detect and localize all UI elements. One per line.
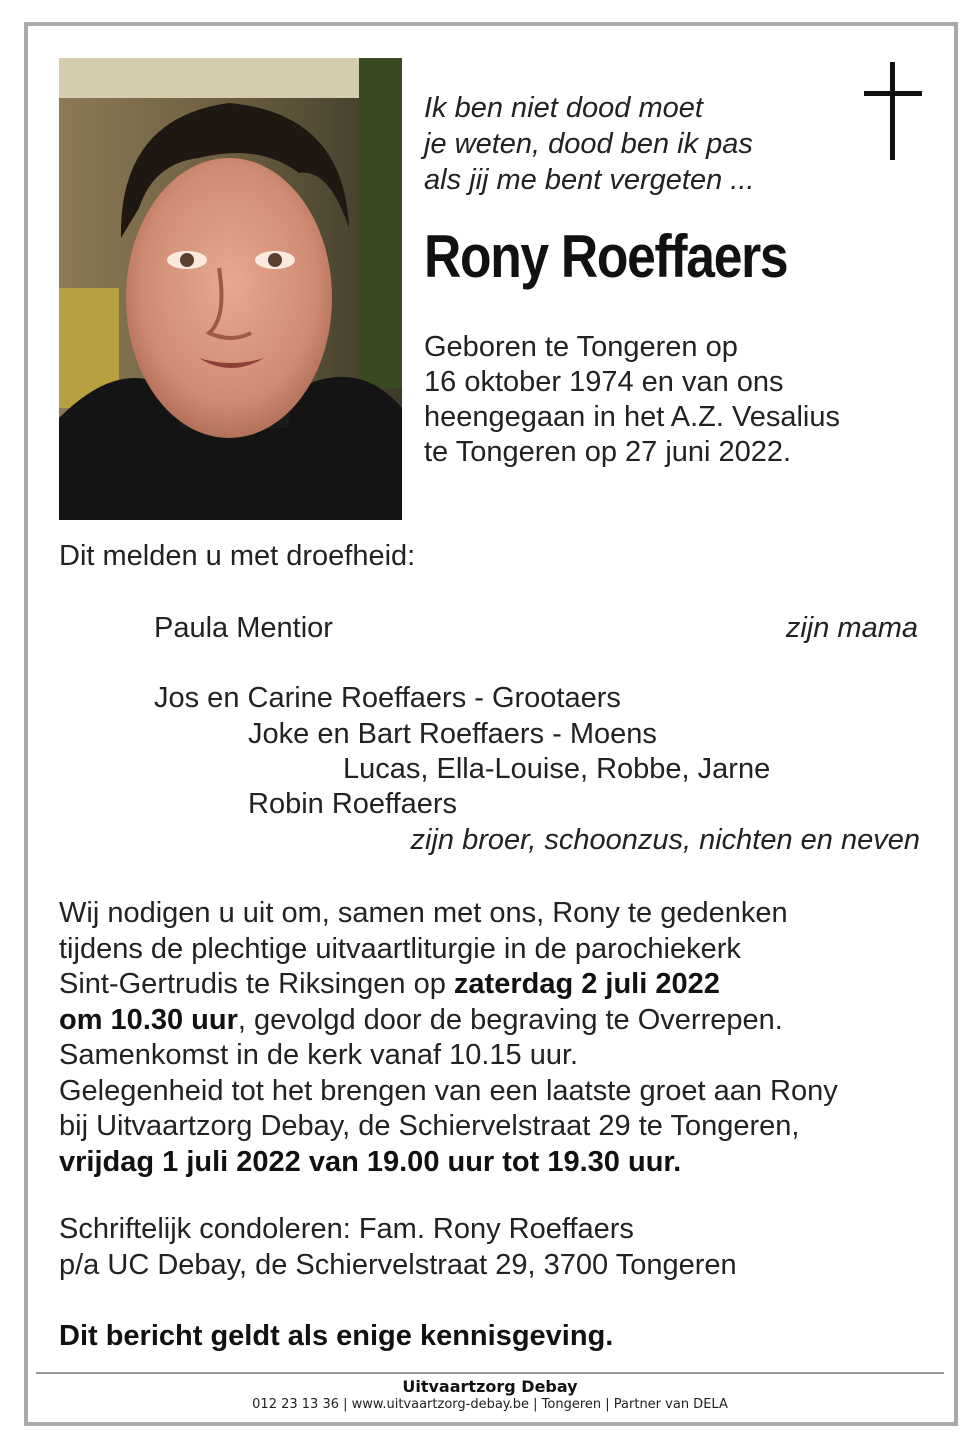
invitation-text: Sint-Gertrudis te Riksingen op bbox=[59, 968, 454, 1000]
memorial-poem bbox=[424, 90, 844, 198]
bio-line: Geboren te Tongeren op bbox=[424, 331, 738, 363]
portrait-photo bbox=[59, 58, 402, 520]
invitation-line: tijdens de plechtige uitvaartliturgie in de parochiekerk bbox=[59, 932, 741, 965]
cross-icon bbox=[864, 62, 922, 160]
funeral-time: om 10.30 uur bbox=[59, 1003, 238, 1036]
funeral-home-contact: 012 23 13 36 | www.uitvaartzorg-debay.be | Tongeren | Partner van DELA bbox=[252, 1397, 728, 1412]
poem-line: Ik ben niet dood moet bbox=[424, 92, 703, 124]
invitation-line: bij Uitvaartzorg Debay, de Schiervelstraat 29 te Tongeren, bbox=[59, 1110, 800, 1142]
poem-line: je weten, dood ben ik pas bbox=[424, 128, 753, 160]
family-nephew: Robin Roeffaers bbox=[248, 788, 458, 820]
invitation-line bbox=[59, 1003, 939, 1039]
footer-divider bbox=[36, 1372, 944, 1374]
deceased-name: Rony Roeffaers bbox=[424, 223, 788, 290]
invitation-text: , gevolgd door de begraving te Overrepen. bbox=[237, 1003, 783, 1036]
invitation-line: Gelegenheid tot het brengen van een laatste groet aan Rony bbox=[59, 1074, 838, 1107]
family-brother: Jos en Carine Roeffaers - Grootaers bbox=[154, 682, 621, 714]
condolences bbox=[59, 1212, 737, 1283]
bio-line: heengegaan in het A.Z. Vesalius bbox=[424, 401, 840, 433]
bio-line: te Tongeren op 27 juni 2022. bbox=[424, 436, 792, 468]
condolence-line: Schriftelijk condoleren: Fam. Rony Roeffaers bbox=[59, 1213, 634, 1245]
funeral-home-name: Uitvaartzorg Debay bbox=[402, 1377, 578, 1396]
funeral-date: zaterdag 2 juli 2022 bbox=[453, 968, 720, 1000]
family-niece: Joke en Bart Roeffaers - Moens bbox=[248, 718, 657, 750]
biography bbox=[424, 330, 840, 470]
invitation-line bbox=[59, 967, 939, 1003]
announcement-intro: Dit melden u met droefheid: bbox=[59, 540, 416, 572]
official-notice: Dit bericht geldt als enige kennisgeving. bbox=[59, 1320, 614, 1352]
invitation-line: Wij nodigen u uit om, samen met ons, Rony te gedenken bbox=[59, 897, 788, 929]
family-grandchildren: Lucas, Ella-Louise, Robbe, Jarne bbox=[343, 753, 771, 785]
poem-line: als jij me bent vergeten ... bbox=[424, 164, 755, 196]
funeral-invitation bbox=[59, 896, 939, 1180]
condolence-line: p/a UC Debay, de Schiervelstraat 29, 3700 Tongeren bbox=[59, 1248, 737, 1281]
bio-line: 16 oktober 1974 en van ons bbox=[424, 366, 784, 398]
family-mother: Paula Mentior bbox=[154, 612, 333, 644]
invitation-line: Samenkomst in de kerk vanaf 10.15 uur. bbox=[59, 1039, 579, 1071]
invitation-line bbox=[59, 1145, 939, 1181]
viewing-time: vrijdag 1 juli 2022 van 19.00 uur tot 19.30 uur. bbox=[59, 1145, 682, 1178]
relation-mother: zijn mama bbox=[785, 612, 918, 644]
relation-siblings: zijn broer, schoonzus, nichten en neven bbox=[410, 824, 920, 856]
